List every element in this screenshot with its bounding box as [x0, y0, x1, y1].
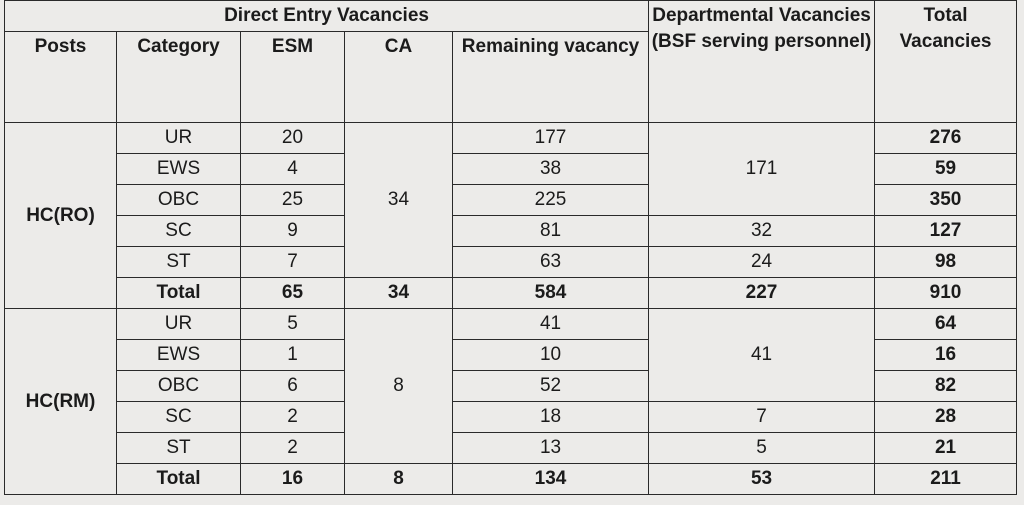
footer-note-strip [4, 494, 1016, 505]
total-cell: 64 [875, 309, 1017, 340]
total-row-remaining-cell: 584 [453, 278, 649, 309]
esm-cell: 9 [241, 216, 345, 247]
vacancy-table [4, 0, 1017, 495]
total-row [5, 278, 1017, 309]
table-row [5, 216, 1017, 247]
category-header: Category [117, 32, 241, 123]
total-row-label-cell: Total [117, 464, 241, 495]
departmental-header: Departmental Vacancies (BSF serving personnel) [649, 1, 875, 123]
total-cell: 82 [875, 371, 1017, 402]
remaining-header: Remaining vacancy [453, 32, 649, 123]
category-cell: OBC [117, 371, 241, 402]
category-cell: UR [117, 309, 241, 340]
total-cell: 127 [875, 216, 1017, 247]
total-row [5, 464, 1017, 495]
table-row [5, 123, 1017, 154]
total-row-label-cell: Total [117, 278, 241, 309]
total-cell: 350 [875, 185, 1017, 216]
total-row-ca-cell: 34 [345, 278, 453, 309]
total-vacancies-header: Total Vacancies [875, 1, 1017, 123]
total-row-total-cell: 910 [875, 278, 1017, 309]
table-row [5, 402, 1017, 433]
remaining-cell: 52 [453, 371, 649, 402]
total-row-dept-cell: 227 [649, 278, 875, 309]
total-row-esm-cell: 16 [241, 464, 345, 495]
departmental-cell: 5 [649, 433, 875, 464]
ca-cell: 8 [345, 309, 453, 464]
remaining-cell: 177 [453, 123, 649, 154]
total-row-total-cell: 211 [875, 464, 1017, 495]
table-row [5, 309, 1017, 340]
departmental-cell: 171 [649, 123, 875, 216]
category-cell: SC [117, 216, 241, 247]
total-row-dept-cell: 53 [649, 464, 875, 495]
category-cell: ST [117, 433, 241, 464]
ca-cell: 34 [345, 123, 453, 278]
remaining-cell: 81 [453, 216, 649, 247]
post-cell: HC(RO) [5, 123, 117, 309]
total-cell: 16 [875, 340, 1017, 371]
category-cell: UR [117, 123, 241, 154]
total-row-remaining-cell: 134 [453, 464, 649, 495]
departmental-cell: 41 [649, 309, 875, 402]
total-cell: 28 [875, 402, 1017, 433]
category-cell: EWS [117, 154, 241, 185]
category-cell: ST [117, 247, 241, 278]
esm-cell: 7 [241, 247, 345, 278]
table-row [5, 247, 1017, 278]
esm-cell: 2 [241, 402, 345, 433]
total-cell: 98 [875, 247, 1017, 278]
remaining-cell: 63 [453, 247, 649, 278]
table-body [5, 123, 1017, 495]
category-cell: OBC [117, 185, 241, 216]
departmental-cell: 32 [649, 216, 875, 247]
category-cell: SC [117, 402, 241, 433]
departmental-cell: 24 [649, 247, 875, 278]
total-cell: 59 [875, 154, 1017, 185]
esm-cell: 1 [241, 340, 345, 371]
remaining-cell: 13 [453, 433, 649, 464]
total-row-ca-cell: 8 [345, 464, 453, 495]
departmental-cell: 7 [649, 402, 875, 433]
category-cell: EWS [117, 340, 241, 371]
total-cell: 276 [875, 123, 1017, 154]
posts-header: Posts [5, 32, 117, 123]
remaining-cell: 41 [453, 309, 649, 340]
esm-cell: 5 [241, 309, 345, 340]
direct-entry-header: Direct Entry Vacancies [5, 1, 649, 32]
remaining-cell: 225 [453, 185, 649, 216]
table-row [5, 433, 1017, 464]
ca-header: CA [345, 32, 453, 123]
esm-header: ESM [241, 32, 345, 123]
esm-cell: 2 [241, 433, 345, 464]
total-row-esm-cell: 65 [241, 278, 345, 309]
esm-cell: 20 [241, 123, 345, 154]
post-cell: HC(RM) [5, 309, 117, 495]
total-cell: 21 [875, 433, 1017, 464]
esm-cell: 4 [241, 154, 345, 185]
esm-cell: 25 [241, 185, 345, 216]
header-row-1 [5, 1, 1017, 32]
esm-cell: 6 [241, 371, 345, 402]
remaining-cell: 38 [453, 154, 649, 185]
remaining-cell: 10 [453, 340, 649, 371]
remaining-cell: 18 [453, 402, 649, 433]
